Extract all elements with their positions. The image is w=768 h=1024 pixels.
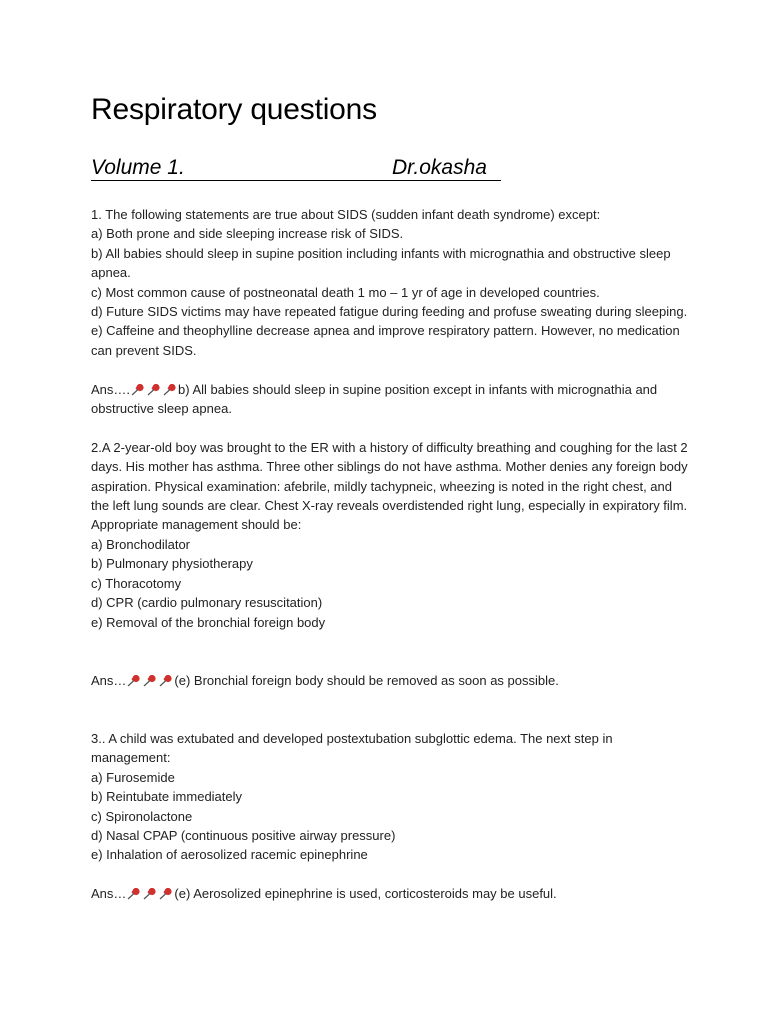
option-item: d) Future SIDS victims may have repeated fatigue during feeding and profuse sweating during sleeping. (91, 304, 688, 320)
pushpin-icon (126, 886, 141, 899)
answer-text: (e) Aerosolized epinephrine is used, corticosteroids may be useful. (174, 886, 557, 902)
answer-prefix: Ans…. (91, 381, 131, 397)
option-item: a) Bronchodilator (91, 536, 190, 552)
question-stem: 2.A 2-year-old boy was brought to the ER with a history of difficulty breathing and coughing for the last 2 days. His mother has asthma. Three other siblings do not have asthma. Mother denies any foreign body aspiration. Physical examination: afebrile, mildly tachypneic, wheezing is noted in the right chest, and the left lung sounds are clear. Chest X-ray reveals overdistended right lung, especially in expiratory film. Appropriate management should be: (91, 439, 688, 533)
answer-text: (e) Bronchial foreign body should be removed as soon as possible. (174, 672, 559, 688)
option-item: b) Reintubate immediately (91, 789, 243, 805)
pushpin-icon (158, 886, 173, 899)
pushpin-icon-group (126, 673, 174, 688)
answer-line (91, 671, 691, 690)
question-1 (91, 205, 691, 418)
answer-prefix: Ans… (91, 886, 127, 902)
option-item: e) Inhalation of aerosolized racemic epinephrine (91, 847, 368, 863)
question-stem: 1. The following statements are true about SIDS (sudden infant death syndrome) except: (91, 207, 601, 222)
volume-label: Volume 1. (91, 156, 185, 179)
answer-line (91, 884, 691, 903)
option-item: c) Most common cause of postneonatal death 1 mo – 1 yr of age in developed countries. (91, 284, 600, 300)
option-item: a) Furosemide (91, 769, 175, 785)
answer-text: b) All babies should sleep in supine position except in infants with micrognathia and obstructive sleep apnea. (91, 381, 658, 417)
question-2 (91, 438, 691, 690)
pushpin-icon (142, 886, 157, 899)
option-item: b) All babies should sleep in supine position including infants with micrognathia and obstructive sleep apnea. (91, 245, 671, 281)
option-item: d) CPR (cardio pulmonary resuscitation) (91, 595, 323, 611)
answer-prefix: Ans… (91, 672, 127, 688)
option-item: d) Nasal CPAP (continuous positive airway pressure) (91, 827, 396, 843)
option-item: c) Thoracotomy (91, 575, 182, 591)
pushpin-icon (142, 673, 157, 686)
question-list (91, 205, 691, 904)
question-stem: 3.. A child was extubated and developed postextubation subglottic edema. The next step in management: (91, 730, 613, 766)
pushpin-icon-group (126, 886, 174, 901)
pushpin-icon-group (130, 382, 178, 397)
option-item: e) Caffeine and theophylline decrease apnea and improve respiratory pattern. However, no medication can prevent SIDS. (91, 323, 680, 358)
pushpin-icon (158, 673, 173, 686)
pushpin-icon (162, 382, 177, 395)
option-item: a) Both prone and side sleeping increase risk of SIDS. (91, 226, 404, 242)
page-title: Respiratory questions (91, 93, 377, 126)
volume-heading (91, 156, 501, 181)
author-name: Dr.okasha (392, 156, 487, 179)
option-item: b) Pulmonary physiotherapy (91, 556, 253, 572)
pushpin-icon (130, 382, 145, 395)
option-item: e) Removal of the bronchial foreign body (91, 614, 326, 630)
question-3 (91, 729, 691, 904)
pushpin-icon (146, 382, 161, 395)
answer-line (91, 380, 691, 419)
pushpin-icon (126, 673, 141, 686)
option-item: c) Spironolactone (91, 808, 193, 824)
